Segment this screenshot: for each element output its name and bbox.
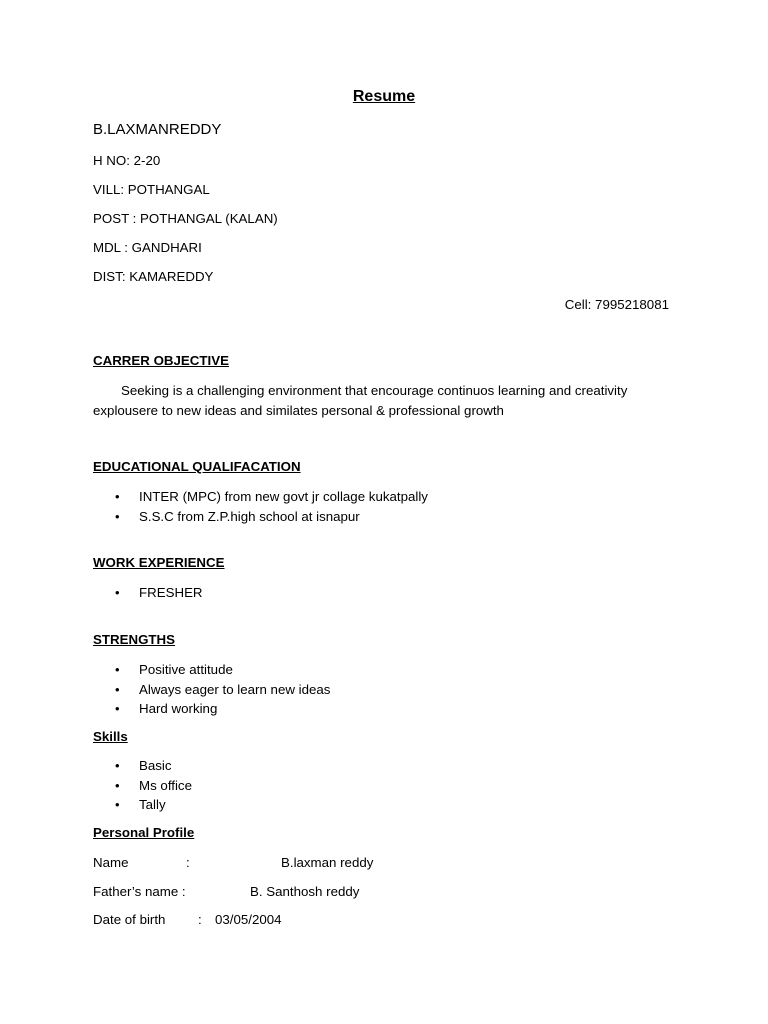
list-item-text: Always eager to learn new ideas	[139, 681, 331, 697]
candidate-name: B.LAXMANREDDY	[93, 121, 222, 138]
skills-list	[93, 756, 192, 815]
list-item	[93, 583, 203, 603]
list-item-text: Positive attitude	[139, 662, 233, 677]
list-item	[93, 756, 192, 776]
profile-label: Father’s name :	[93, 884, 186, 899]
list-item-text: S.S.C from Z.P.high school at isnapur	[139, 508, 360, 524]
address-district: DIST: KAMAREDDY	[93, 269, 214, 284]
list-item	[93, 776, 192, 796]
address-mandal: MDL : GANDHARI	[93, 240, 202, 255]
education-heading: EDUCATIONAL QUALIFACATION	[93, 459, 301, 474]
profile-value: B. Santhosh reddy	[250, 884, 360, 899]
bullet-icon: •	[115, 662, 120, 677]
personal-profile-heading: Personal Profile	[93, 825, 195, 840]
address-post: POST : POTHANGAL (KALAN)	[93, 211, 278, 226]
list-item	[93, 795, 192, 815]
skills-heading: Skills	[93, 729, 128, 744]
profile-value: 03/05/2004	[215, 912, 282, 927]
objective-text: Seeking is a challenging environment that encourage continuos learning and creativity explousere to new ideas and similates personal & professional growth	[93, 383, 628, 418]
bullet-icon: •	[115, 489, 120, 504]
list-item	[93, 660, 330, 680]
list-item-text: FRESHER	[139, 585, 203, 600]
list-item	[93, 680, 330, 700]
list-item	[93, 507, 428, 527]
objective-heading: CARRER OBJECTIVE	[93, 353, 229, 368]
list-item-text: Hard working	[139, 701, 218, 716]
profile-label: Name	[93, 855, 129, 870]
list-item-text: INTER (MPC) from new govt jr collage kukatpally	[139, 489, 428, 504]
profile-label: Date of birth	[93, 912, 166, 927]
profile-colon: :	[186, 855, 190, 870]
bullet-icon: •	[115, 758, 120, 773]
bullet-icon: •	[115, 701, 120, 716]
list-item-text: Tally	[139, 797, 166, 812]
bullet-icon: •	[115, 681, 120, 697]
list-item-text: Basic	[139, 758, 172, 773]
address-village: VILL: POTHANGAL	[93, 182, 210, 197]
list-item	[93, 487, 428, 507]
document-title-text: Resume	[352, 88, 416, 105]
document-title	[0, 88, 768, 106]
list-item	[93, 699, 330, 719]
profile-colon: :	[198, 912, 202, 927]
profile-value: B.laxman reddy	[281, 855, 374, 870]
bullet-icon: •	[115, 777, 120, 793]
list-item-text: Ms office	[139, 777, 192, 793]
address-house: H NO: 2-20	[93, 153, 161, 168]
education-list	[93, 487, 428, 526]
work-list	[93, 583, 203, 603]
bullet-icon: •	[115, 585, 120, 600]
bullet-icon: •	[115, 508, 120, 524]
cell-number: Cell: 7995218081	[564, 297, 669, 312]
strengths-list	[93, 660, 330, 719]
bullet-icon: •	[115, 797, 120, 812]
work-heading: WORK EXPERIENCE	[93, 555, 225, 570]
strengths-heading: STRENGTHS	[93, 632, 176, 647]
